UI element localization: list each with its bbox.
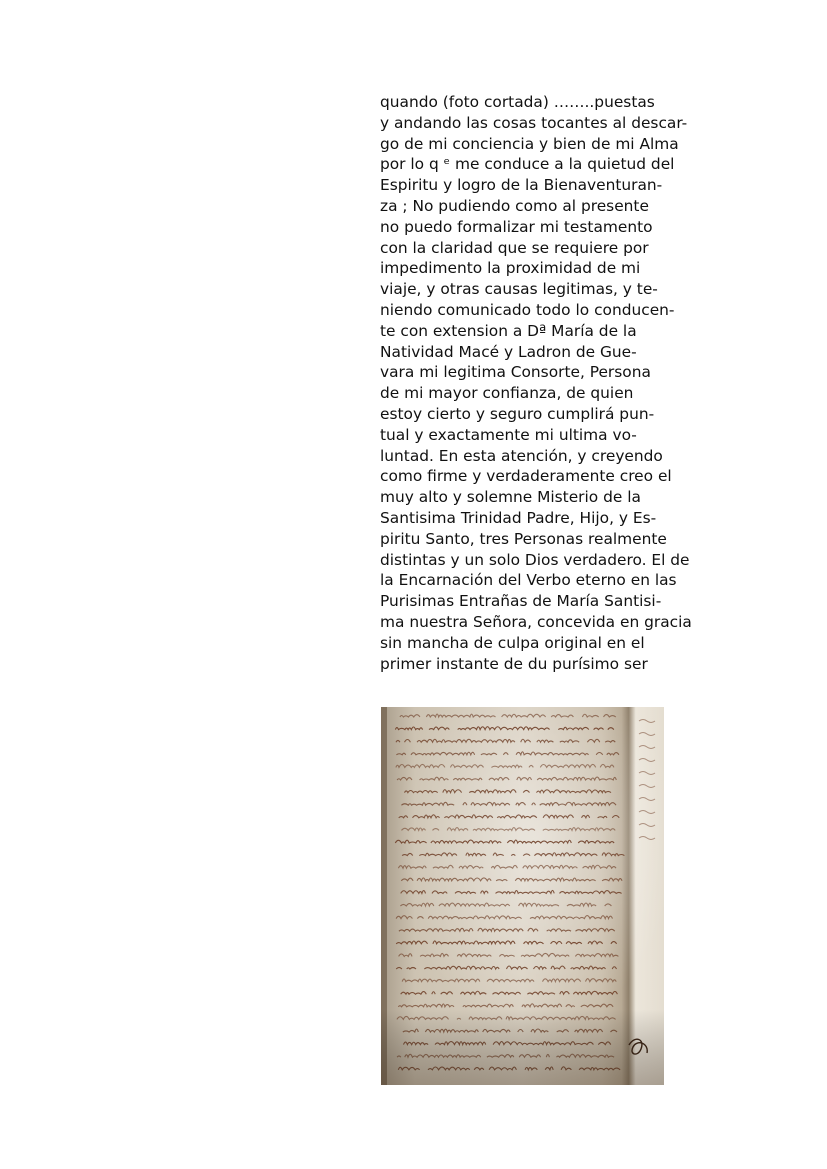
text-line: distintas y un solo Dios verdadero. El de: [380, 550, 690, 569]
text-line: de mi mayor confianza, de quien: [380, 384, 634, 403]
text-line: con la claridad que se requiere por: [380, 238, 649, 257]
text-line: Espiritu y logro de la Bienaventuran-: [380, 176, 663, 195]
text-line: vara mi legitima Consorte, Persona: [380, 363, 651, 382]
text-line: luntad. En esta atención, y creyendo: [380, 446, 663, 465]
text-line: primer instante de du purísimo ser: [380, 654, 648, 673]
transcription-text: [380, 92, 720, 674]
text-line: muy alto y solemne Misterio de la: [380, 488, 641, 507]
text-line: za ; No pudiendo como al presente: [380, 196, 649, 215]
text-line: Santisima Trinidad Padre, Hijo, y Es-: [380, 508, 657, 527]
text-line: go de mi conciencia y bien de mi Alma: [380, 134, 679, 153]
text-line: impedimento la proximidad de mi: [380, 259, 641, 278]
text-line: ma nuestra Señora, concevida en gracia: [380, 612, 692, 631]
text-line: como firme y verdaderamente creo el: [380, 467, 672, 486]
text-line: Purisimas Entrañas de María Santisi-: [380, 592, 662, 611]
text-line: viaje, y otras causas legitimas, y te-: [380, 280, 658, 299]
text-line: estoy cierto y seguro cumplirá pun-: [380, 404, 655, 423]
text-line: te con extension a Dª María de la: [380, 321, 637, 340]
text-line: no puedo formalizar mi testamento: [380, 217, 653, 236]
text-line: la Encarnación del Verbo eterno en las: [380, 571, 677, 590]
text-line: por lo q ᵉ me conduce a la quietud del: [380, 155, 675, 174]
manuscript-photo: [381, 707, 664, 1085]
text-line: niendo comunicado todo lo conducen-: [380, 300, 675, 319]
text-line: quando (foto cortada) ……..puestas: [380, 93, 655, 111]
text-line: y andando las cosas tocantes al descar-: [380, 113, 688, 132]
text-line: sin mancha de culpa original en el: [380, 633, 645, 652]
text-line: Natividad Macé y Ladron de Gue-: [380, 342, 637, 361]
manuscript-image: [381, 707, 664, 1085]
text-line: tual y exactamente mi ultima vo-: [380, 425, 637, 444]
text-line: piritu Santo, tres Personas realmente: [380, 529, 667, 548]
